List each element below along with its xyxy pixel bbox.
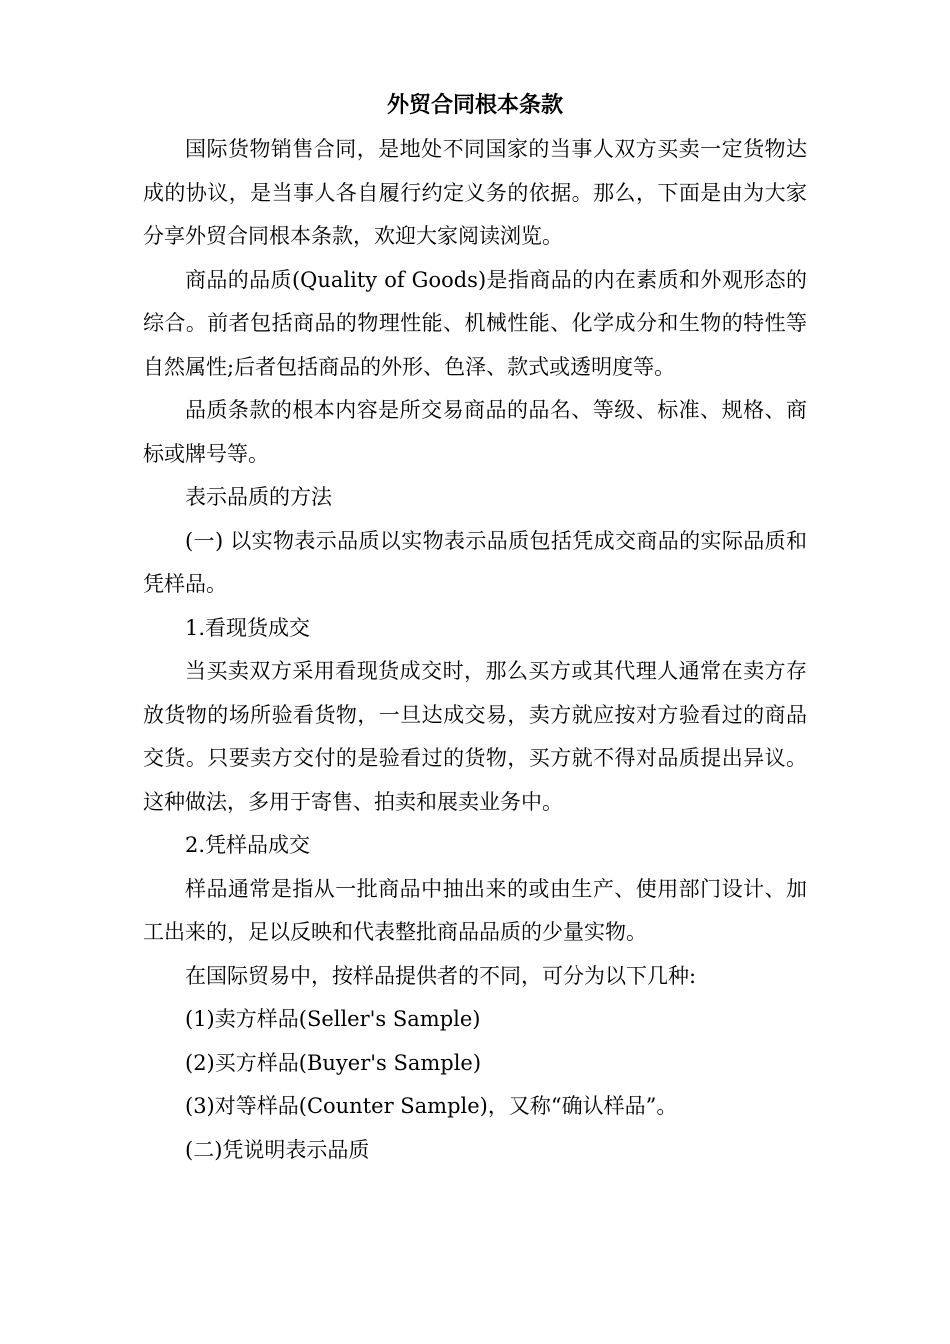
section-heading-description: (二)凭说明表示品质 — [185, 1137, 370, 1162]
paragraph-spot-goods: 当买卖双方采用看现货成交时，那么买方或其代理人通常在卖方存放货物的场所验看货物，一旦达成交易，卖方就应按对方验看过的商品交货。只要卖方交付的是验看过的货物，买方就不得对品质提出异议。这种做法，多用于寄售、拍卖和展卖业务中。 — [143, 659, 807, 814]
paragraph-intro: 国际货物销售合同，是地处不同国家的当事人双方买卖一定货物达成的协议，是当事人各自履行约定义务的依据。那么，下面是由为大家分享外贸合同根本条款，欢迎大家阅读浏览。 — [143, 137, 807, 248]
paragraph-sample-types-intro: 在国际贸易中，按样品提供者的不同，可分为以下几种: — [185, 963, 697, 988]
list-item-seller-sample: (1)卖方样品(Seller's Sample) — [185, 1007, 481, 1031]
list-item-counter-sample: (3)对等样品(Counter Sample)，又称“确认样品”。 — [185, 1094, 678, 1118]
document-body — [143, 128, 807, 1172]
subheading-sample: 2.凭样品成交 — [185, 833, 311, 857]
paragraph-quality-clause: 品质条款的根本内容是所交易商品的品名、等级、标准、规格、商标或牌号等。 — [143, 398, 807, 466]
document-title: 外贸合同根本条款 — [386, 93, 563, 118]
subheading-spot-goods: 1.看现货成交 — [185, 615, 311, 640]
paragraph-physical-quality: (一) 以实物表示品质以实物表示品质包括凭成交商品的实际品质和凭样品。 — [143, 528, 807, 596]
list-item-buyer-sample: (2)买方样品(Buyer's Sample) — [185, 1050, 482, 1075]
section-heading-methods: 表示品质的方法 — [185, 485, 332, 509]
paragraph-quality-definition: 商品的品质(Quality of Goods)是指商品的内在素质和外观形态的综合。前者包括商品的物理性能、机械性能、化学成分和生物的特性等自然属性;后者包括商品的外形、色泽、款式或透明度等。 — [143, 267, 807, 379]
paragraph-sample-definition: 样品通常是指从一批商品中抽出来的或由生产、使用部门设计、加工出来的，足以反映和代表整批商品品质的少量实物。 — [143, 876, 807, 944]
